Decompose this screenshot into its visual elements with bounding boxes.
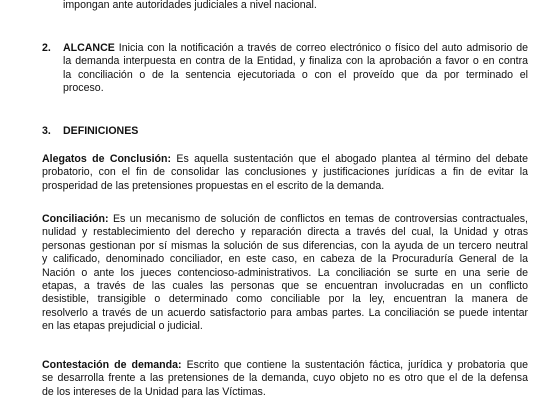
alcance-line-4: proceso. <box>63 82 104 95</box>
definition-term: Contestación de demanda: <box>42 359 182 371</box>
contestacion-line-3: de los intereses de la Unidad para las Víctimas. <box>42 385 266 398</box>
section-title: DEFINICIONES <box>63 125 139 137</box>
conciliacion-line-7: desistible, transigible o determinado como conciliable por la ley, encuentran la manera de <box>42 293 528 306</box>
section-number: 2. <box>42 42 51 54</box>
definition-contestacion <box>42 359 528 399</box>
conciliacion-line-1: Conciliación: Es un mecanismo de solución de conflictos en temas de controversias contractuales, <box>42 213 528 225</box>
conciliacion-line-9: en las etapas prejudicial o judicial. <box>42 320 203 333</box>
previous-paragraph-fragment <box>63 0 528 12</box>
conciliacion-line-2: nulidad y restablecimiento del derecho y reparación directa a través del cual, la Unidad y otras <box>42 226 528 239</box>
definition-term: Conciliación: <box>42 213 109 225</box>
section-title: ALCANCE <box>63 42 115 54</box>
conciliacion-line-3: personas gestionan por sí mismas la solución de sus diferencias, con la ayuda de un tercero neutral <box>42 239 528 252</box>
section-definiciones-heading <box>42 125 528 138</box>
alegatos-line-2: probatorio, con el fin de consolidar las conclusiones y justificaciones jurídicas a fin de evitar la <box>42 166 528 179</box>
alegatos-line-1: Alegatos de Conclusión: Es aquella sustentación que el abogado plantea al término del debate <box>42 153 528 165</box>
definition-alegatos <box>42 153 528 193</box>
contestacion-line-1: Contestación de demanda: Escrito que contiene la sustentación fáctica, jurídica y probatoria que <box>42 359 528 371</box>
definition-conciliacion <box>42 213 528 334</box>
conciliacion-line-5: Nación o ante los jueces contencioso-administrativos. La conciliación se surte en una serie de <box>42 266 528 279</box>
alcance-line-3: la conciliación o de la sentencia ejecutoriada o con el proveído que da por terminado el <box>63 68 528 81</box>
alcance-line-1: ALCANCE Inicia con la notificación a través de correo electrónico o físico del auto admisorio de <box>63 42 528 54</box>
alcance-line-2: la demanda interpuesta en contra de la Entidad, y finaliza con la aprobación a favor o en contra <box>63 55 528 68</box>
section-number: 3. <box>42 125 51 137</box>
conciliacion-line-8: resolverlo a través de un acuerdo satisfactorio para ambas partes. La conciliación se puede intentar <box>42 306 528 319</box>
alegatos-line-3: prosperidad de las pretensiones propuestas en el escrito de la demanda. <box>42 179 385 192</box>
contestacion-line-2: se desarrolla frente a las pretensiones de la demanda, cuyo objeto no es otro que el de la defensa <box>42 372 528 385</box>
conciliacion-line-6: etapas, a través de las cuales las personas que se encuentran involucradas en un conflicto <box>42 280 528 293</box>
fragment-line: impongan ante autoridades judiciales a nivel nacional. <box>63 0 317 11</box>
conciliacion-line-4: y calificado, denominado conciliador, en este caso, en cabeza de la Procuraduría General de la <box>42 253 528 266</box>
section-alcance <box>42 42 528 96</box>
definition-term: Alegatos de Conclusión: <box>42 153 172 165</box>
